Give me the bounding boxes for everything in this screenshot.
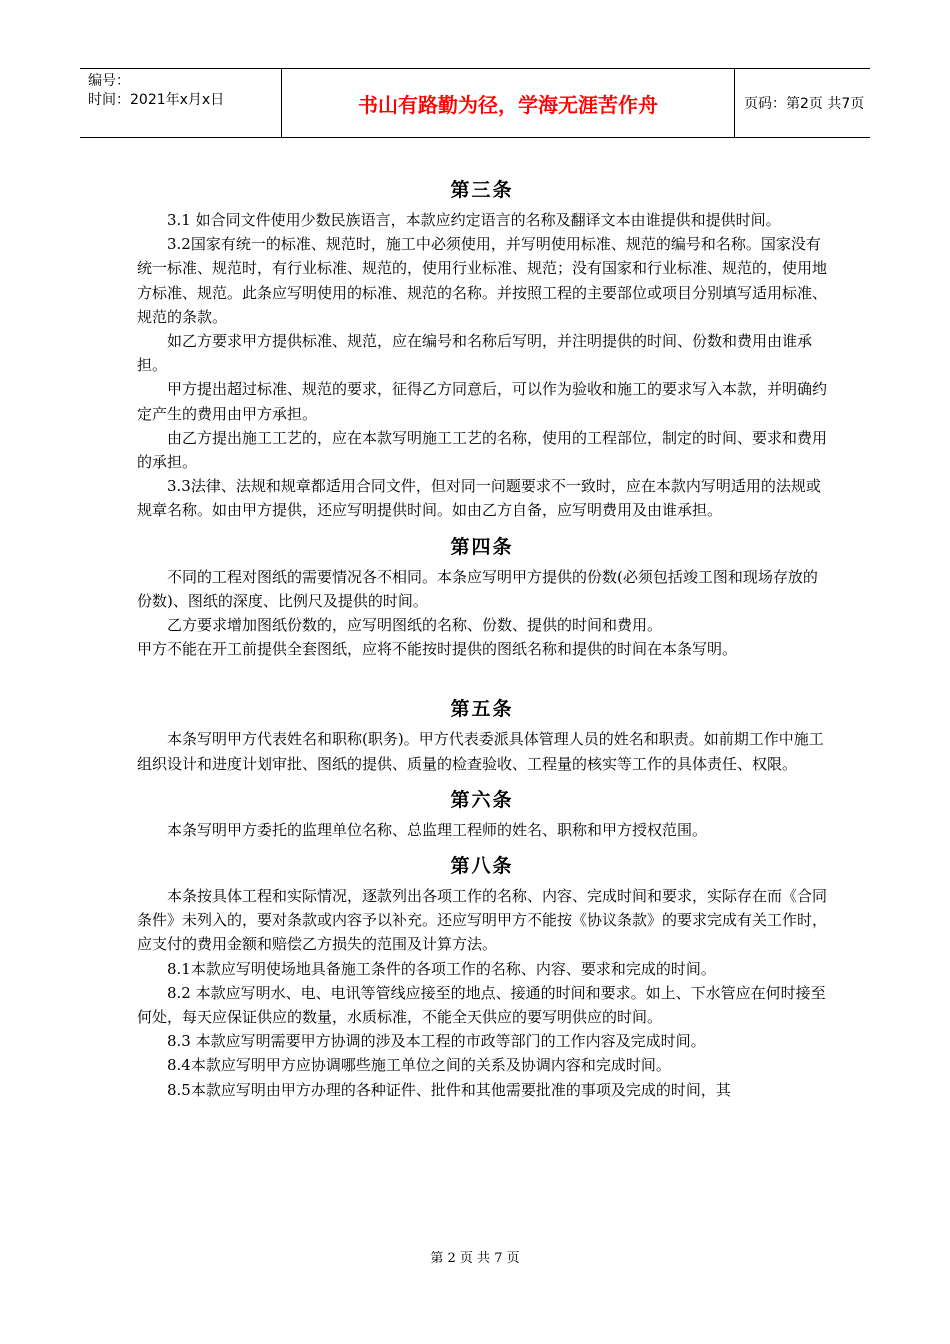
- section-title: 第八条: [450, 855, 514, 878]
- paragraph: 本条按具体工程和实际情况，逐款列出各项工作的名称、内容、完成时间和要求，实际存在而《合同条件》未列入的，要对条款或内容予以补充。还应写明甲方不能按《协议条款》的要求完成有关工作时，应支付的费用金额和赔偿乙方损失的范围及计算方法。: [137, 887, 828, 954]
- document-date-label: 时间：2021年x月x日: [88, 92, 225, 108]
- paragraph: 8.4本款应写明甲方应协调哪些施工单位之间的关系及协调内容和完成时间。: [167, 1056, 671, 1075]
- section-article-6: [137, 782, 827, 842]
- header-page-number: 页码：第2页 共7页: [744, 96, 865, 112]
- section-title: 第五条: [450, 698, 514, 721]
- paragraph: 8.1本款应写明使场地具备施工条件的各项工作的名称、内容、要求和完成的时间。: [167, 959, 716, 978]
- paragraph: 不同的工程对图纸的需要情况各不相同。本条应写明甲方提供的份数(必须包括竣工图和现场存放的份数)、图纸的深度、比例尺及提供的时间。: [137, 567, 818, 610]
- paragraph: 由乙方提出施工工艺的，应在本款写明施工工艺的名称，使用的工程部位，制定的时间、要求和费用的承担。: [137, 428, 828, 472]
- document-number-label: 编号：: [88, 73, 130, 89]
- section-title: 第三条: [450, 179, 514, 201]
- paragraph: 8.5本款应写明由甲方办理的各种证件、批件和其他需要批准的事项及完成的时间，其: [167, 1080, 731, 1099]
- page-footer: 第 2 页 共 7 页: [430, 1251, 520, 1266]
- paragraph: 甲方不能在开工前提供全套图纸，应将不能按时提供的图纸名称和提供的时间在本条写明。: [137, 640, 738, 659]
- section-article-3: [137, 172, 827, 523]
- paragraph: 乙方要求增加图纸份数的，应写明图纸的名称、份数、提供的时间和费用。: [167, 616, 663, 635]
- section-article-4: [137, 529, 827, 662]
- paragraph: 8.2 本款应写明水、电、电讯等管线应接至的地点、接通的时间和要求。如上、下水管应在何时接至何处，每天应保证供应的数量，水质标准，不能全天供应的要写明供应的时间。: [137, 983, 826, 1027]
- paragraph: 3.2国家有统一的标准、规范时，施工中必须使用，并写明使用标准、规范的编号和名称。国家没有统一标准、规范时，有行业标准、规范的，使用行业标准、规范；没有国家和行业标准、规范的，使用地方标准、规范。此条应写明使用的标准、规范的名称。并按照工程的主要部位或项目分别填写适用标准、规范的条款。: [137, 235, 828, 326]
- paragraph: 甲方提出超过标准、规范的要求，征得乙方同意后，可以作为验收和施工的要求写入本款，并明确约定产生的费用由甲方承担。: [137, 380, 828, 423]
- section-title: 第六条: [450, 788, 514, 811]
- section-article-5: [137, 691, 827, 775]
- paragraph: 本条写明甲方代表姓名和职称(职务)。甲方代表委派具体管理人员的姓名和职责。如前期工作中施工组织设计和进度计划审批、图纸的提供、质量的检查验收、工程量的核实等工作的具体责任、权限。: [137, 730, 824, 773]
- section-title: 第四条: [450, 535, 514, 558]
- header-motto: 书山有路勤为径，学海无涯苦作舟: [282, 69, 735, 137]
- page-header: [80, 68, 870, 138]
- paragraph: 3.3法律、法规和规章都适用合同文件，但对同一问题要求不一致时，应在本款内写明适用的法规或规章名称。如由甲方提供，还应写明提供时间。如由乙方自备，应写明费用及由谁承担。: [137, 477, 821, 520]
- paragraph: 3.1 如合同文件使用少数民族语言，本款应约定语言的名称及翻译文本由谁提供和提供时间。: [167, 211, 781, 229]
- document-body: [137, 172, 827, 1102]
- paragraph: 如乙方要求甲方提供标准、规范，应在编号和名称后写明，并注明提供的时间、份数和费用由谁承担。: [137, 332, 813, 375]
- paragraph: 8.3 本款应写明需要甲方协调的涉及本工程的市政等部门的工作内容及完成时间。: [167, 1032, 706, 1051]
- section-article-8: [137, 848, 827, 1102]
- paragraph: 本条写明甲方委托的监理单位名称、总监理工程师的姓名、职称和甲方授权范围。: [167, 820, 708, 839]
- header-meta: [80, 69, 282, 137]
